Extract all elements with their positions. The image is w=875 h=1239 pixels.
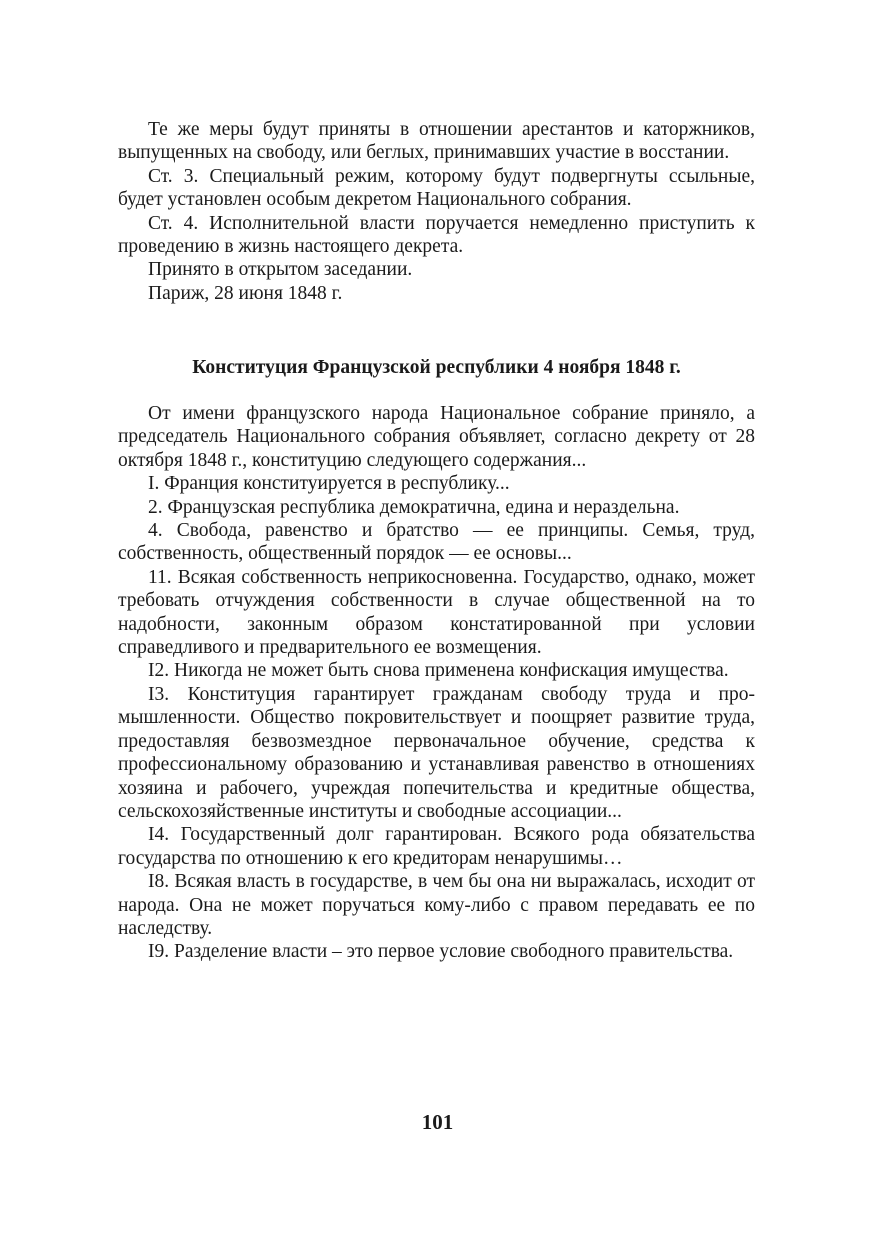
decree-ending-section: [118, 118, 755, 305]
constitution-article-1: I. Франция конституируется в республику...: [148, 473, 510, 495]
constitution-article-2: 2. Французская республика демократична, едина и нераздельна.: [148, 496, 680, 518]
decree-article-3: Ст. 3. Специальный режим, которому будут подвергнуты ссыльные, будет установлен особым декретом Национального собрания.: [118, 165, 755, 211]
constitution-article-4: 4. Свобода, равенство и братство — ее принципы. Семья, труд, собственность, общественный порядок — ее основы...: [118, 520, 755, 565]
decree-paragraph-arrested: Те же меры будут приняты в отношении арестантов и каторжников, выпущенных на свободу, или беглых, принимавших участие в восстании.: [118, 119, 755, 164]
constitution-article-12: I2. Никогда не может быть снова применена конфискация имущества.: [148, 660, 729, 682]
constitution-article-11: 11. Всякая собственность неприкосновенна. Государство, однако, может требовать отчуждения собственности в случае общественной на то надобности, законным образом констатированной при условии справедливого и предварительного ее возмещения.: [118, 566, 755, 659]
constitution-title: Конституция Французской республики 4 ноября 1848 г.: [192, 357, 681, 378]
decree-article-4: Ст. 4. Исполнительной власти поручается немедленно приступить к проведению в жизнь настоящего декрета.: [118, 212, 755, 258]
constitution-article-13: I3. Конституция гарантирует гражданам свободу труда и промышленности. Общество покровительствует и поощряет развитие труда, предоставляя безвозмездное первоначальное обучение, средства к профессиональному образованию и устанавливая равенство в отношениях хозяина и рабочего, учреждая попечительства и кредитные общества, сельскохозяйственные институты и свободные ассоциации...: [118, 683, 755, 822]
constitution-article-19: I9. Разделение власти – это первое условие свободного правительства.: [148, 941, 734, 963]
constitution-article-18: I8. Всякая власть в государстве, в чем бы она ни выражалась, исходит от народа. Она не может поручаться кому-либо с правом передавать ее по наследству.: [118, 871, 755, 939]
page-number: 101: [421, 1110, 454, 1134]
constitution-section: [118, 402, 755, 964]
decree-place-date: Париж, 28 июня 1848 г.: [148, 282, 343, 304]
constitution-preamble: От имени французского народа Национальное собрание приняло, а председатель Национального собрания объявляет, согласно декрету от 28 октября 1848 г., конституцию следующего содержания...: [118, 403, 755, 471]
constitution-article-14: I4. Государственный долг гарантирован. Всякого рода обязательства государства по отношению к его кредиторам ненарушимы…: [118, 824, 755, 869]
decree-adopted-note: Принято в открытом заседании.: [148, 259, 413, 281]
